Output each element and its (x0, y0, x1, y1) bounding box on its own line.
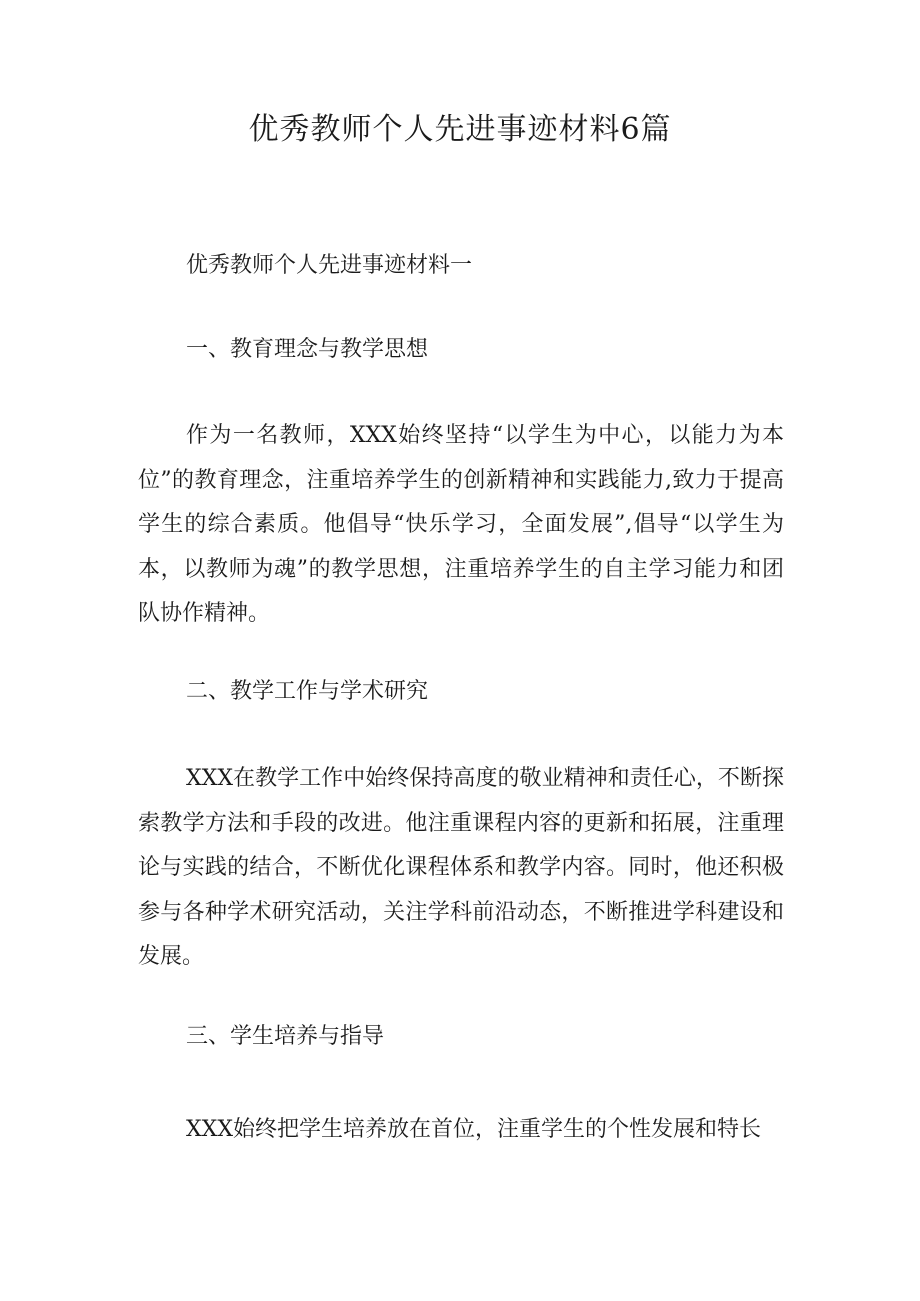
section-heading-1: 一、教育理念与教学思想 (186, 337, 429, 362)
section-body-1: 作为一名教师，XXX始终坚持“以学生为中心，以能力为本位”的教育理念，注重培养学生的创新精神和实践能力,致力于提高学生的综合素质。他倡导“快乐学习，全面发展”,倡导“以学生为本，以教师为魂”的教学思想，注重培养学生的自主学习能力和团队协作精神。 (138, 423, 784, 626)
document-title: 优秀教师个人先进事迹材料6篇 (248, 112, 672, 147)
section-body-2: XXX在教学工作中始终保持高度的敬业精神和责任心，不断探索教学方法和手段的改进。他注重课程内容的更新和拓展，注重理论与实践的结合，不断优化课程体系和教学内容。同时，他还积极参与各种学术研究活动，关注学科前沿动态，不断推进学科建设和发展。 (138, 766, 784, 969)
section-heading-3: 三、学生培养与指导 (186, 1024, 385, 1049)
section-body-3: XXX始终把学生培养放在首位，注重学生的个性发展和特长 (186, 1117, 761, 1142)
article-subtitle: 优秀教师个人先进事迹材料一 (186, 253, 473, 278)
section-heading-2: 二、教学工作与学术研究 (186, 679, 429, 704)
